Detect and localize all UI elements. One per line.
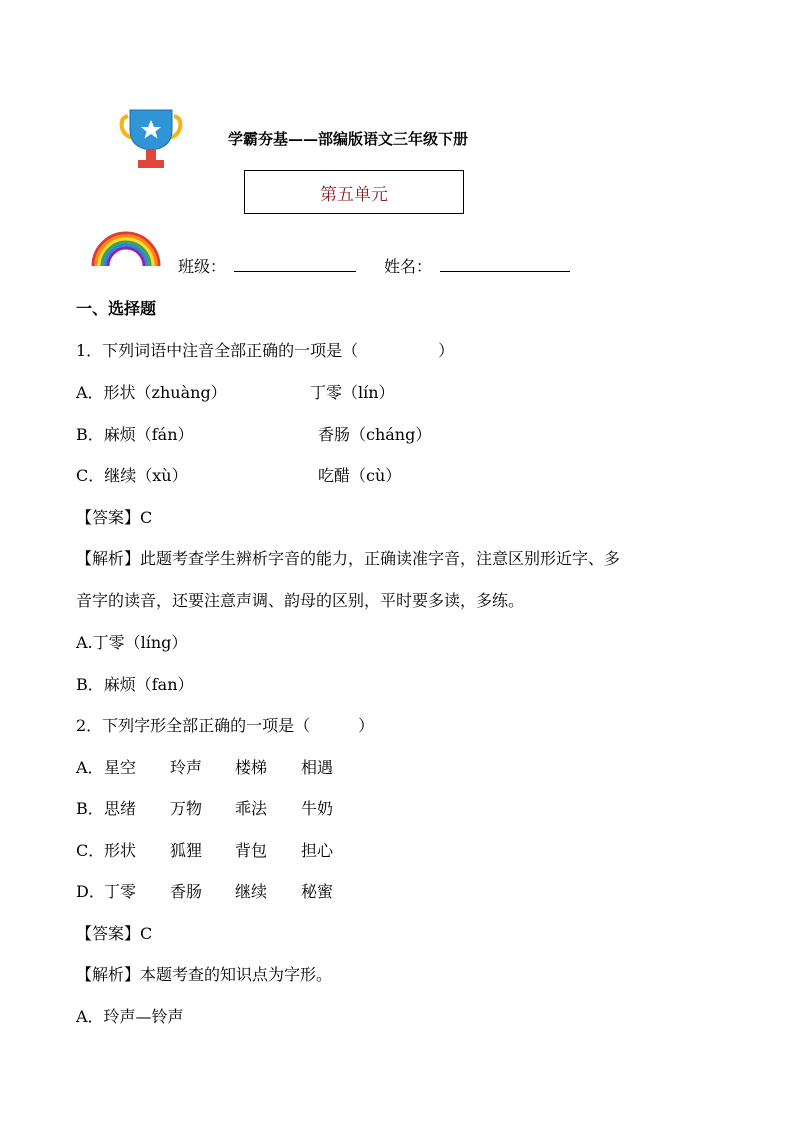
q2-word: 丁零	[104, 882, 137, 901]
q2-word: 继续	[235, 882, 268, 901]
q2-word: 楼梯	[235, 758, 268, 777]
q2-option-label: C．	[76, 841, 105, 860]
unit-title-box	[244, 170, 464, 214]
q2-word: 牛奶	[301, 799, 334, 818]
q2-note-a: A．玲声—铃声	[76, 1007, 184, 1026]
q1-option-a-right: 丁零（lín）	[310, 383, 395, 402]
q2-word: 担心	[301, 841, 334, 860]
q2-word: 背包	[235, 841, 268, 860]
q2-word: 星空	[104, 758, 137, 777]
name-input-line[interactable]	[440, 271, 570, 272]
rainbow-icon	[90, 228, 162, 268]
q2-option-b	[76, 796, 716, 819]
q2-option-label: D．	[76, 882, 105, 901]
q2-stem: 2．下列字形全部正确的一项是（ ）	[76, 716, 375, 735]
q2-word: 思绪	[104, 799, 137, 818]
q2-option-a	[76, 755, 716, 778]
q1-option-a-left: A．形状（zhuàng）	[76, 383, 227, 402]
q1-analysis-line2: 音字的读音，还要注意声调、韵母的区别，平时要多读，多练。	[76, 591, 525, 610]
q2-word: 玲声	[170, 758, 203, 777]
q1-stem: 1．下列词语中注音全部正确的一项是（ ）	[76, 341, 455, 360]
q2-word: 狐狸	[170, 841, 203, 860]
q1-note-a: A.丁零（líng）	[76, 633, 188, 652]
q2-word: 相遇	[301, 758, 334, 777]
q1-analysis-line1: 【解析】此题考查学生辨析字音的能力，正确读准字音，注意区别形近字、多	[76, 549, 621, 568]
name-label: 姓名：	[384, 257, 433, 276]
class-label: 班级：	[178, 257, 227, 276]
unit-title: 第五单元	[320, 184, 388, 205]
q2-option-label: B．	[76, 799, 104, 818]
q1-option-b-left: B．麻烦（fán）	[76, 425, 194, 444]
q2-word: 香肠	[170, 882, 203, 901]
q2-word: 万物	[170, 799, 203, 818]
q2-analysis: 【解析】本题考查的知识点为字形。	[76, 965, 333, 984]
q1-option-c-left: C．继续（xù）	[76, 466, 188, 485]
q1-option-c-right: 吃醋（cù）	[318, 466, 402, 485]
q1-option-a	[76, 380, 716, 403]
q1-option-b-right: 香肠（cháng）	[318, 425, 432, 444]
q2-word: 乖法	[235, 799, 268, 818]
page-title: 学霸夯基——部编版语文三年级下册	[228, 130, 469, 148]
class-input-line[interactable]	[234, 271, 356, 272]
trophy-icon	[118, 108, 184, 170]
q2-word: 形状	[104, 841, 137, 860]
q2-word: 秘蜜	[301, 882, 334, 901]
q1-option-b	[76, 422, 716, 445]
q1-answer: 【答案】C	[76, 508, 153, 527]
q2-option-label: A．	[76, 758, 104, 777]
q2-option-c	[76, 838, 716, 861]
q1-option-c	[76, 463, 716, 486]
q2-option-d	[76, 879, 716, 902]
q2-answer: 【答案】C	[76, 924, 153, 943]
section-heading: 一、选择题	[76, 299, 157, 318]
q1-note-b: B．麻烦（fan）	[76, 675, 194, 694]
